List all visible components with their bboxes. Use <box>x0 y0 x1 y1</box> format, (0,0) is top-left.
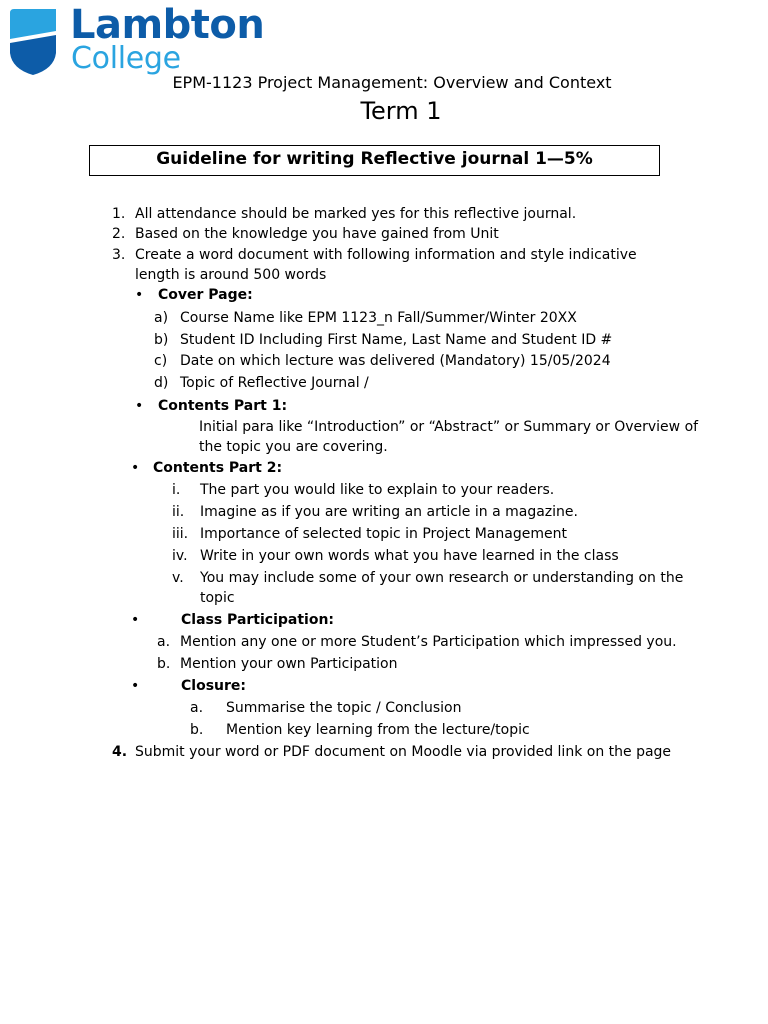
list-item-text-continued: length is around 500 words <box>135 267 327 283</box>
sublist-item-text: Course Name like EPM 1123_n Fall/Summer/Winter 20XX <box>180 310 577 326</box>
section-heading-contents-part-1: Contents Part 1: <box>158 398 288 414</box>
logo-wordmark-college: College <box>71 41 181 76</box>
sublist-item-text: Mention your own Participation <box>180 656 398 672</box>
bullet-icon: • <box>131 612 140 628</box>
sublist-label: ii. <box>172 504 185 520</box>
term-heading: Term 1 <box>360 97 442 125</box>
list-item-text: Create a word document with following information and style indicative <box>135 247 637 263</box>
sublist-label: b. <box>157 656 171 672</box>
sublist-item-text: Summarise the topic / Conclusion <box>226 700 462 716</box>
sublist-item-text: You may include some of your own research or understanding on the <box>200 570 684 586</box>
sublist-label: d) <box>154 375 169 391</box>
list-item-text: Based on the knowledge you have gained from Unit <box>135 226 499 242</box>
sublist-item-text: Topic of Reflective Journal / <box>180 375 369 391</box>
section-heading-contents-part-2: Contents Part 2: <box>153 460 283 476</box>
sublist-label: a. <box>157 634 171 650</box>
sublist-label: c) <box>154 353 168 369</box>
bullet-icon: • <box>135 287 144 303</box>
sublist-label: i. <box>172 482 181 498</box>
sublist-label: iv. <box>172 548 188 564</box>
sublist-label: a) <box>154 310 169 326</box>
list-number: 3. <box>112 247 126 263</box>
sublist-item-text: Write in your own words what you have learned in the class <box>200 548 619 564</box>
sublist-label: iii. <box>172 526 189 542</box>
section-heading-cover-page: Cover Page: <box>158 287 253 303</box>
sublist-item-text-continued: topic <box>200 590 235 606</box>
list-item-text: All attendance should be marked yes for this reflective journal. <box>135 206 577 222</box>
sublist-item-text: Imagine as if you are writing an article in a magazine. <box>200 504 578 520</box>
list-item-text: Submit your word or PDF document on Moodle via provided link on the page <box>135 744 672 760</box>
bullet-icon: • <box>131 678 140 694</box>
sublist-item-text: The part you would like to explain to your readers. <box>200 482 555 498</box>
sublist-label: v. <box>172 570 184 586</box>
sublist-item-text: Mention any one or more Student’s Participation which impressed you. <box>180 634 677 650</box>
bullet-icon: • <box>135 398 144 414</box>
sublist-item-text: Importance of selected topic in Project Management <box>200 526 567 542</box>
sublist-item-text: Date on which lecture was delivered (Mandatory) 15/05/2024 <box>180 353 611 369</box>
logo-wordmark-lambton: Lambton <box>70 2 265 48</box>
sublist-label: b) <box>154 332 169 348</box>
paragraph-text: Initial para like “Introduction” or “Abstract” or Summary or Overview of <box>199 419 699 435</box>
sublist-label: a. <box>190 700 204 716</box>
sublist-label: b. <box>190 722 204 738</box>
sublist-item-text: Student ID Including First Name, Last Name and Student ID # <box>180 332 613 348</box>
guideline-title-box: Guideline for writing Reflective journal 1—5% <box>89 145 660 176</box>
bullet-icon: • <box>131 460 140 476</box>
list-number: 4. <box>112 744 128 760</box>
paragraph-text-continued: the topic you are covering. <box>199 439 388 455</box>
college-logo-shield-icon <box>10 9 56 75</box>
course-title: EPM-1123 Project Management: Overview and Context <box>172 73 612 92</box>
sublist-item-text: Mention key learning from the lecture/topic <box>226 722 530 738</box>
list-number: 2. <box>112 226 126 242</box>
list-number: 1. <box>112 206 126 222</box>
section-heading-closure: Closure: <box>181 678 246 694</box>
section-heading-class-participation: Class Participation: <box>181 612 335 628</box>
